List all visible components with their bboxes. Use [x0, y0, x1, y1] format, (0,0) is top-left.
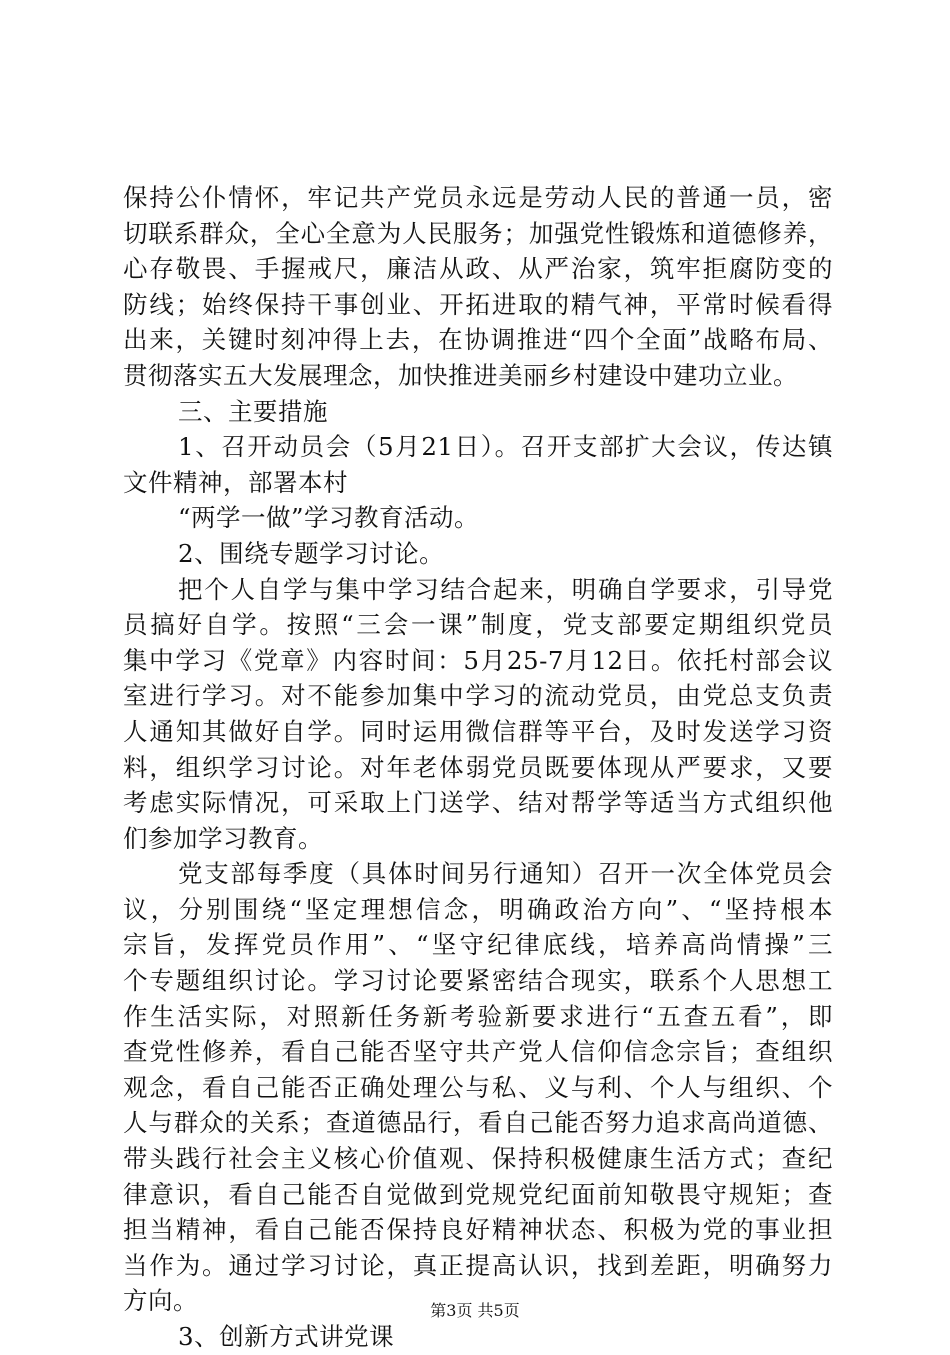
text-line: 出来，关键时刻冲得上去，在协调推进“四个全面”战略布局、 [123, 325, 833, 355]
text-line: 料，组织学习讨论。对年老体弱党员既要体现从严要求，又要 [123, 752, 833, 782]
text-line: 防线；始终保持干事创业、开拓进取的精气神，平常时候看得 [123, 289, 833, 319]
document-body [123, 180, 833, 1355]
text-line: 把个人自学与集中学习结合起来，明确自学要求，引导党 [178, 574, 833, 604]
text-line: 2、围绕专题学习讨论。 [178, 538, 445, 568]
text-line: 宗旨，发挥党员作用”、“坚守纪律底线，培养高尚情操”三 [123, 930, 833, 960]
text-line: 贯彻落实五大发展理念，加快推进美丽乡村建设中建功立业。 [123, 360, 798, 390]
text-line: 担当精神，看自己能否保持良好精神状态、积极为党的事业担 [123, 1215, 833, 1245]
text-line: 律意识，看自己能否自觉做到党规党纪面前知敬畏守规矩；查 [123, 1179, 833, 1209]
text-line: 观念，看自己能否正确处理公与私、义与利、个人与组织、个 [123, 1072, 833, 1102]
text-line: 切联系群众，全心全意为人民服务；加强党性锻炼和道德修养， [123, 218, 833, 248]
text-line: 员搞好自学。按照“三会一课”制度，党支部要定期组织党员 [123, 610, 833, 640]
text-line: 当作为。通过学习讨论，真正提高认识，找到差距，明确努力 [123, 1250, 833, 1280]
text-line: 心存敬畏、手握戒尺，廉洁从政、从严治家，筑牢拒腐防变的 [123, 254, 833, 284]
text-line: 查党性修养，看自己能否坚守共产党人信仰信念宗旨；查组织 [123, 1037, 833, 1067]
text-line: 们参加学习教育。 [123, 823, 323, 853]
text-line: 个专题组织讨论。学习讨论要紧密结合现实，联系个人思想工 [123, 966, 833, 996]
text-line: 集中学习《党章》内容时间：5月25-7月12日。依托村部会议 [123, 645, 833, 675]
text-line: 议，分别围绕“坚定理想信念，明确政治方向”、“坚持根本 [123, 894, 833, 924]
text-line: “两学一做”学习教育活动。 [178, 503, 480, 533]
text-line: 保持公仆情怀，牢记共产党员永远是劳动人民的普通一员，密 [123, 183, 833, 212]
text-line: 三、主要措施 [178, 396, 328, 426]
text-line: 党支部每季度（具体时间另行通知）召开一次全体党员会 [178, 859, 833, 889]
text-line: 人与群众的关系；查道德品行，看自己能否努力追求高尚道德、 [123, 1108, 833, 1138]
text-line: 人通知其做好自学。同时运用微信群等平台，及时发送学习资 [123, 716, 833, 746]
text-line: 1、召开动员会（5月21日）。召开支部扩大会议，传达镇 [178, 432, 833, 462]
text-line: 文件精神，部署本村 [123, 467, 348, 497]
text-line: 作生活实际，对照新任务新考验新要求进行“五查五看”，即 [123, 1001, 833, 1031]
text-line: 考虑实际情况，可采取上门送学、结对帮学等适当方式组织他 [123, 788, 833, 818]
text-line: 方向。 [123, 1286, 198, 1316]
text-line: 3、创新方式讲党课 [178, 1322, 395, 1351]
text-line: 带头践行社会主义核心价值观、保持积极健康生活方式；查纪 [123, 1144, 833, 1174]
page-number-label: 第3页 共5页 [430, 1301, 520, 1320]
text-line: 室进行学习。对不能参加集中学习的流动党员，由党总支负责 [123, 681, 833, 711]
page-footer [0, 1301, 950, 1321]
